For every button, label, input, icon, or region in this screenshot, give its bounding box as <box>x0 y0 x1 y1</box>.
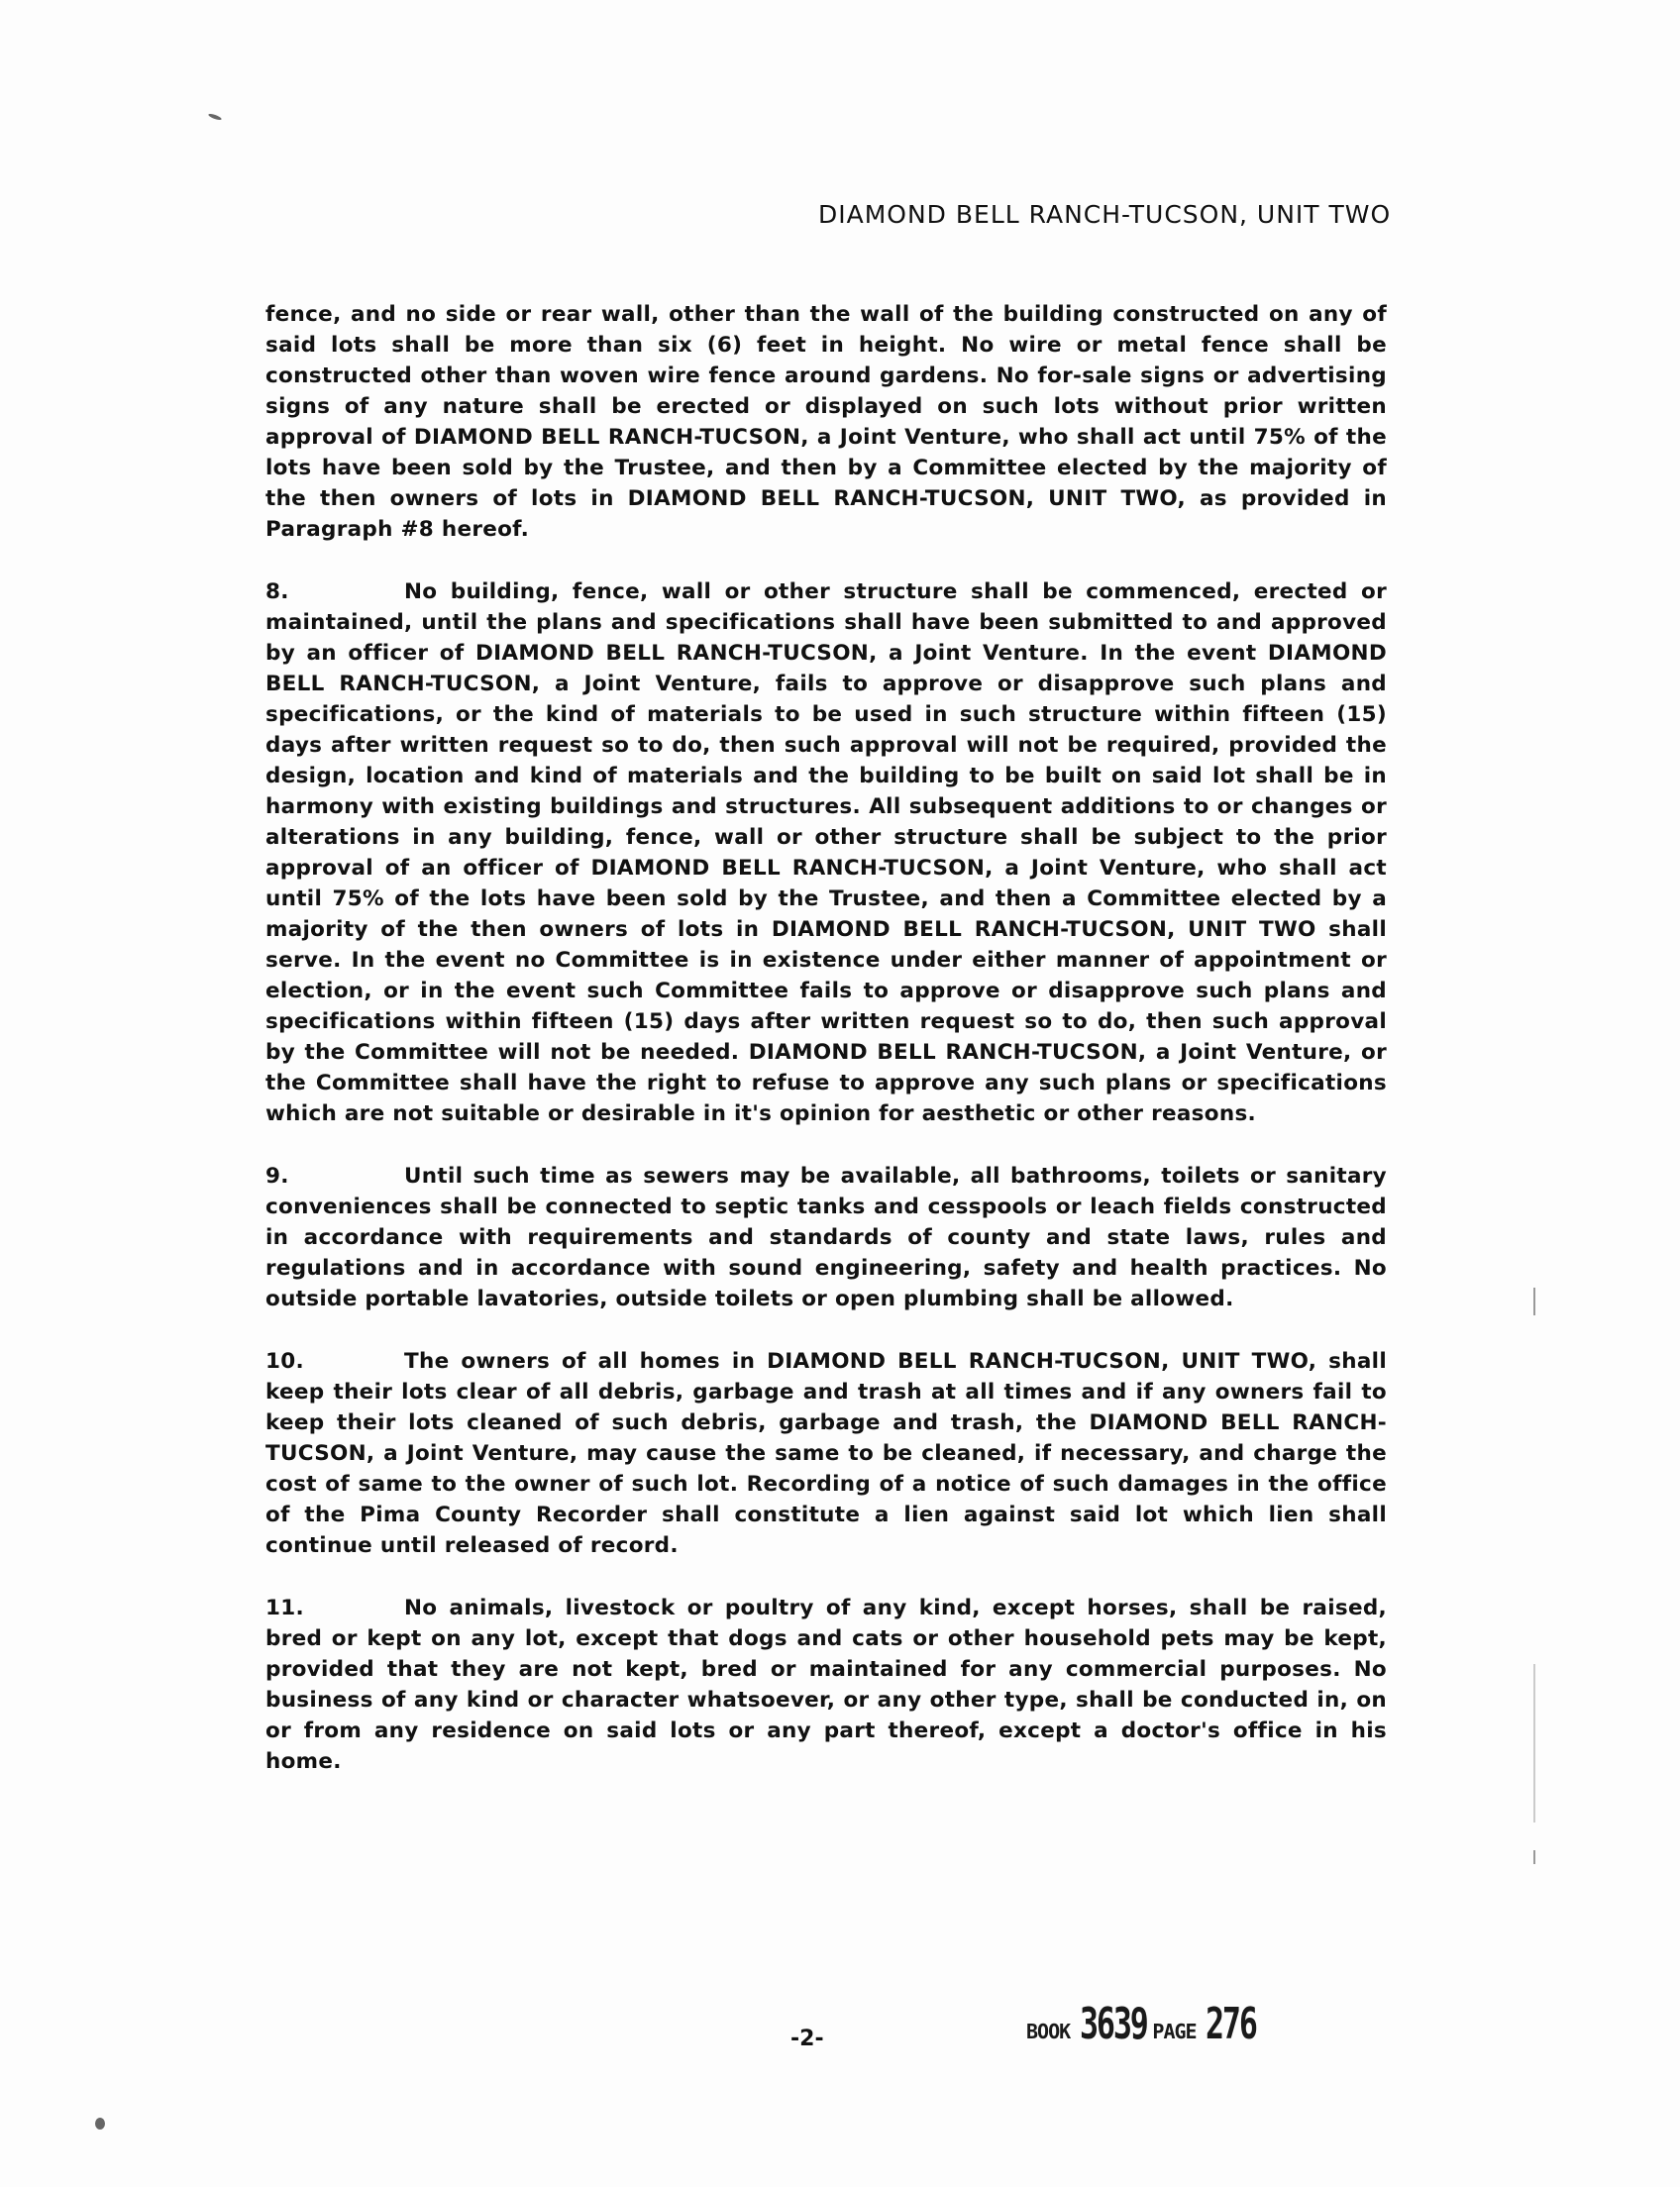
paragraph-10 <box>265 1346 1387 1561</box>
paragraph-text: fence, and no side or rear wall, other than the wall of the building constructed on any of said lots shall be more than six (6) feet in height. No wire or metal fence shall be constructed other than woven wire fence around gardens. No for-sale signs or advertising signs of any nature shall be erected or displayed on such lots without prior written approval of DIAMOND BELL RANCH-TUCSON, a Joint Venture, who shall act until 75% of the lots have been sold by the Trustee, and then by a Committee elected by the majority of the then owners of lots in DIAMOND BELL RANCH-TUCSON, UNIT TWO, as provided in Paragraph #8 hereof. <box>265 302 1387 542</box>
page-label: PAGE <box>1152 2020 1197 2043</box>
paragraph-text: Until such time as sewers may be available, all bathrooms, toilets or sanitary conveniences shall be connected to septic tanks and cesspools or leach fields constructed in accordance with requirements and standards of county and state laws, rules and regulations and in accordance with sound engineering, safety and health practices. No outside portable lavatories, outside toilets or open plumbing shall be allowed. <box>265 1164 1387 1311</box>
margin-mark <box>1533 1850 1535 1864</box>
paragraph-9 <box>265 1161 1387 1314</box>
scan-speck <box>95 2118 105 2130</box>
paragraph-number: 11. <box>265 1596 304 1620</box>
stamp-page-number: 276 <box>1206 1999 1256 2049</box>
paragraph-number: 8. <box>265 579 289 604</box>
document-body <box>265 299 1387 1809</box>
recording-stamp <box>1026 1999 1258 2049</box>
paragraph-text: No building, fence, wall or other structure shall be commenced, erected or maintained, until the plans and specifications shall have been submitted to and approved by an officer of DIAMOND BELL RANCH-TUCSON, a Joint Venture. In the event DIAMOND BELL RANCH-TUCSON, a Joint Venture, fails to approve or disapprove such plans and specifications, or the kind of materials to be used in such structure within fifteen (15) days after written request so to do, then such approval will not be required, provided the design, location and kind of materials and the building to be built on said lot shall be in harmony with existing buildings and structures. All subsequent additions to or changes or alterations in any building, fence, wall or other structure shall be subject to the prior approval of an officer of DIAMOND BELL RANCH-TUCSON, a Joint Venture, who shall act until 75% of the lots have been sold by the Trustee, and then a Committee elected by a majority of the then owners of lots in DIAMOND BELL RANCH-TUCSON, UNIT TWO shall serve. In the event no Committee is in existence under either manner of appointment or election, or in the event such Committee fails to approve or disapprove such plans and specifications within fifteen (15) days after written request so to do, then such approval by the Committee will not be needed. DIAMOND BELL RANCH-TUCSON, a Joint Venture, or the Committee shall have the right to refuse to approve any such plans or specifications which are not suitable or desirable in it's opinion for aesthetic or other reasons. <box>265 579 1387 1126</box>
margin-mark <box>1533 1288 1535 1315</box>
paragraph-number: 9. <box>265 1164 289 1189</box>
paragraph-number: 10. <box>265 1349 304 1374</box>
book-number: 3639 <box>1079 1999 1147 2049</box>
scan-speck <box>208 113 223 122</box>
paragraph-text: The owners of all homes in DIAMOND BELL RANCH-TUCSON, UNIT TWO, shall keep their lots clear of all debris, garbage and trash at all times and if any owners fail to keep their lots cleaned of such debris, garbage and trash, the DIAMOND BELL RANCH-TUCSON, a Joint Venture, may cause the same to be cleaned, if necessary, and charge the cost of same to the owner of such lot. Recording of a notice of such damages in the office of the Pima County Recorder shall constitute a lien against said lot which lien shall continue until released of record. <box>265 1349 1387 1558</box>
paragraph-8 <box>265 576 1387 1129</box>
book-label: BOOK <box>1026 2020 1071 2043</box>
page-number: -2- <box>790 2027 824 2051</box>
document-header: DIAMOND BELL RANCH-TUCSON, UNIT TWO <box>818 200 1392 229</box>
margin-mark <box>1533 1664 1535 1822</box>
paragraph-7-continuation <box>265 299 1387 545</box>
paragraph-text: No animals, livestock or poultry of any kind, except horses, shall be raised, bred or kept on any lot, except that dogs and cats or other household pets may be kept, provided that they are not kept, bred or maintained for any commercial purposes. No business of any kind or character whatsoever, or any other type, shall be conducted in, on or from any residence on said lots or any part thereof, except a doctor's office in his home. <box>265 1596 1387 1774</box>
paragraph-11 <box>265 1593 1387 1777</box>
